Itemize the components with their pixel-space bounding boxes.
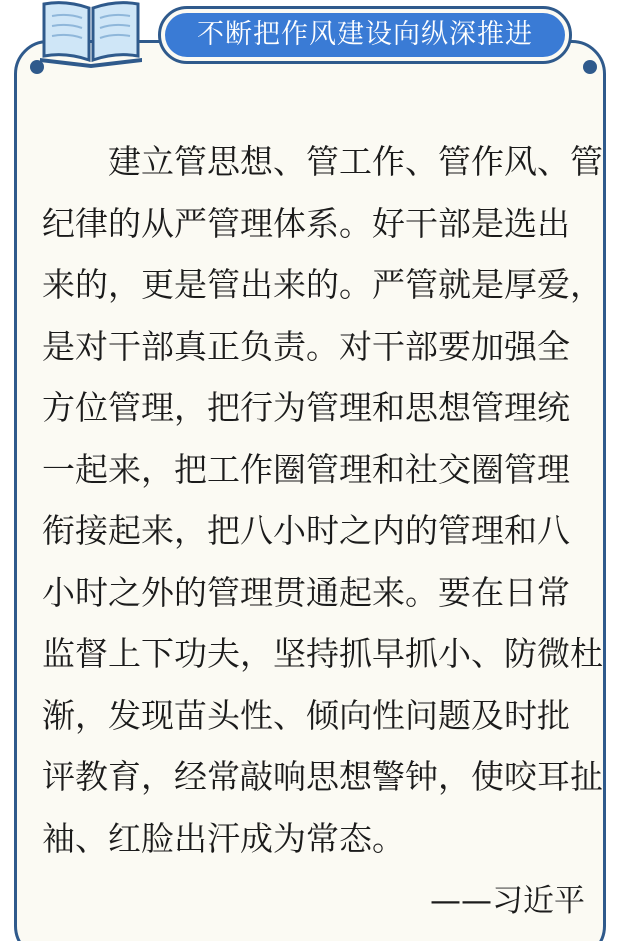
quote-line: 渐，发现苗头性、倾向性问题及时批 [42, 695, 570, 735]
quote-line: 监督上下功夫，坚持抓早抓小、防微杜 [42, 634, 603, 673]
quote-line: 建立管思想、管工作、管作风、管 [108, 142, 603, 181]
quote-line: 方位管理，把行为管理和思想管理统 [42, 388, 570, 427]
quote-line: 一起来，把工作圈管理和社交圈管理 [42, 449, 570, 489]
quote-line: 是对干部真正负责。对干部要加强全 [42, 326, 570, 366]
quote-line: 衔接起来，把八小时之内的管理和八 [42, 511, 570, 550]
frame-dot-right [583, 60, 597, 74]
page-title: 不断把作风建设向纵深推进 [165, 13, 565, 57]
quote-line: 袖、红脸出汗成为常态。 [42, 818, 405, 858]
title-banner [158, 6, 572, 64]
open-book-icon [36, 0, 146, 68]
quote-text [42, 131, 603, 869]
quote-line: 小时之外的管理贯通起来。要在日常 [42, 572, 570, 612]
quote-line: 评教育，经常敲响思想警钟，使咬耳扯 [42, 757, 603, 796]
quote-line: 来的，更是管出来的。严管就是厚爱， [42, 265, 603, 304]
quote-attribution: ——习近平 [430, 883, 585, 919]
quote-line: 纪律的从严管理体系。好干部是选出 [42, 203, 570, 243]
